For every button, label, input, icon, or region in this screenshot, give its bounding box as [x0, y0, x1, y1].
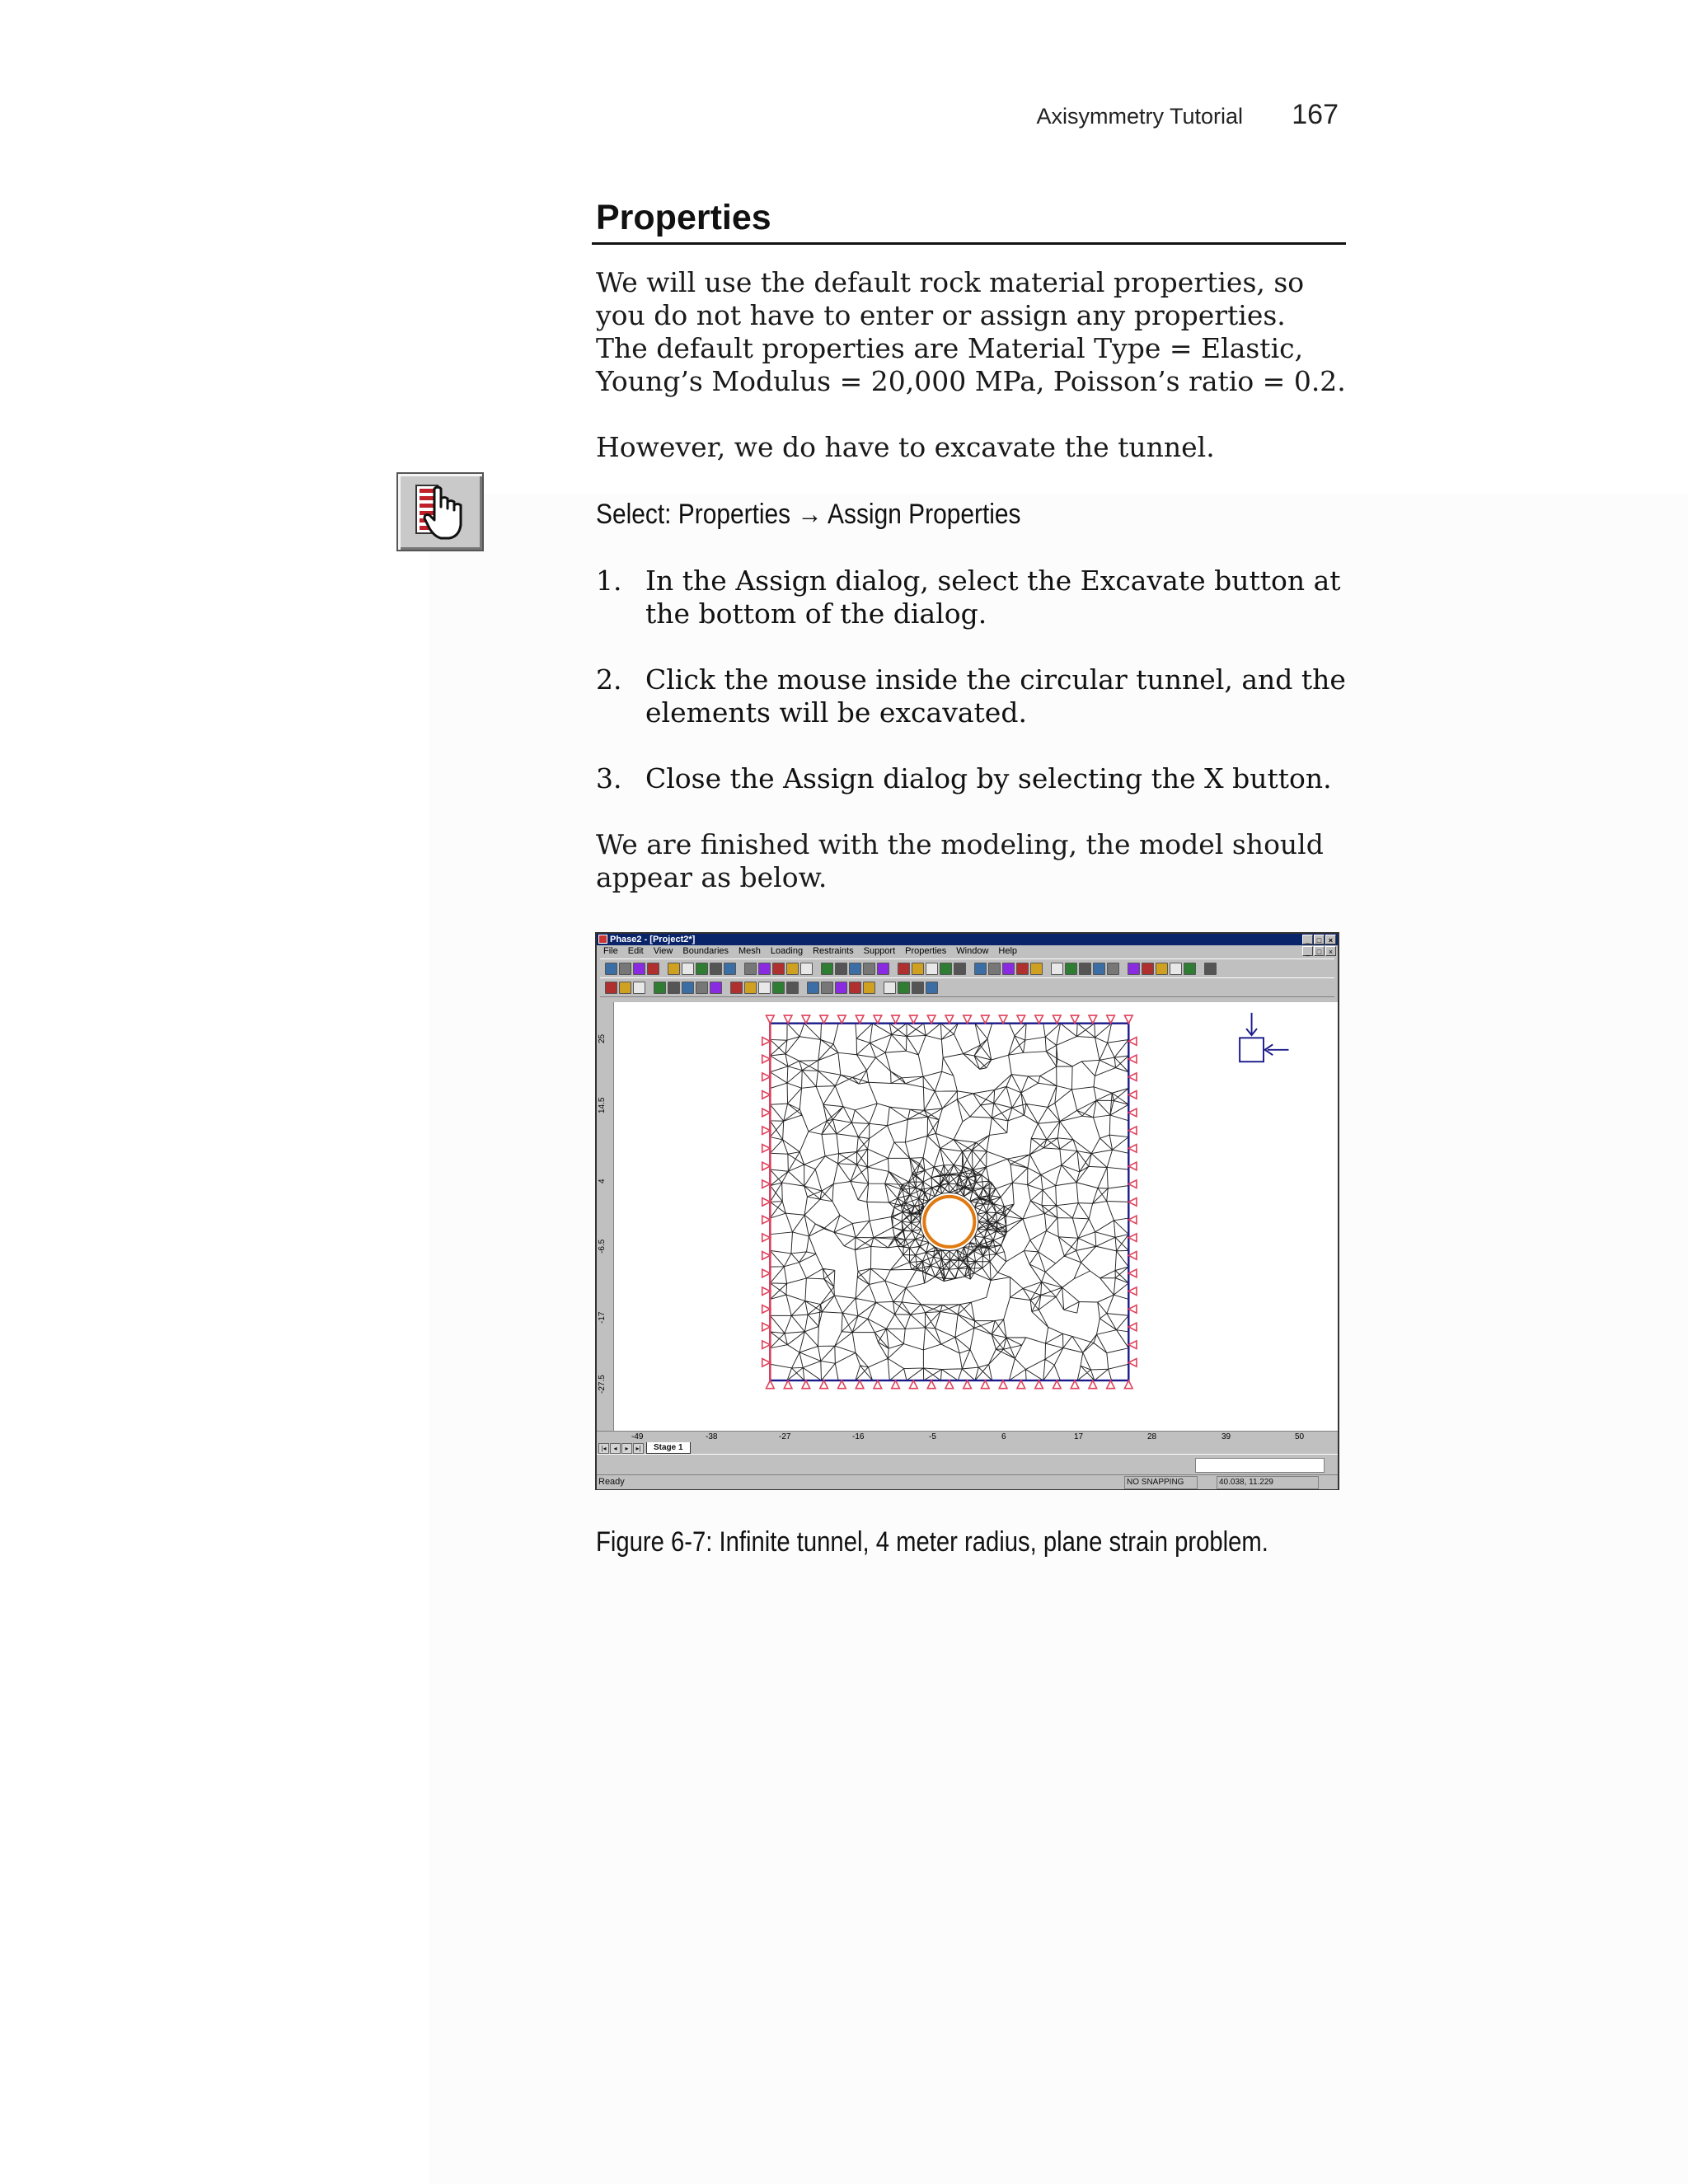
toolbar-button[interactable]: [884, 982, 896, 994]
restraint-marker: [762, 1287, 771, 1296]
restraint-marker: [1124, 1015, 1132, 1024]
restraint-marker: [982, 1015, 990, 1024]
menu-support[interactable]: Support: [863, 946, 896, 956]
toolbar-button[interactable]: [974, 963, 987, 975]
excavated-tunnel: [924, 1197, 974, 1247]
menu-window[interactable]: Window: [956, 946, 989, 956]
y-tick-label: 14.5: [598, 1097, 607, 1113]
minimize-icon[interactable]: _: [1302, 935, 1313, 944]
restraint-marker: [838, 1015, 846, 1024]
app-icon: [598, 935, 607, 944]
restraint-marker: [1128, 1305, 1137, 1314]
restraint-marker: [762, 1198, 771, 1207]
toolbar-button[interactable]: [1204, 963, 1217, 975]
toolbar-button[interactable]: [835, 982, 847, 994]
status-snapping[interactable]: NO SNAPPING: [1124, 1476, 1198, 1489]
figure-caption: Figure 6-7: Infinite tunnel, 4 meter radius, plane strain problem.: [596, 1526, 1268, 1558]
restraint-marker: [762, 1073, 771, 1081]
restraint-marker: [1035, 1380, 1043, 1389]
toolbar-button[interactable]: [898, 982, 910, 994]
restraint-marker: [762, 1216, 771, 1224]
toolbar-button[interactable]: [1016, 963, 1029, 975]
list-text: Close the Assign dialog by selecting the X button.: [645, 762, 1332, 794]
toolbar-button[interactable]: [1142, 963, 1154, 975]
toolbar-button[interactable]: [696, 982, 708, 994]
y-tick-label: 4: [598, 1179, 607, 1183]
field-stress-icon: [1240, 1038, 1264, 1062]
restraint-marker: [1053, 1015, 1062, 1024]
x-tick-label: 50: [1295, 1432, 1305, 1441]
tab-last-icon[interactable]: ▸|: [633, 1443, 644, 1454]
x-tick-label: -27: [779, 1432, 791, 1441]
window-title: Phase2 - [Project2*]: [610, 935, 696, 944]
restraint-marker: [784, 1015, 792, 1024]
toolbar-button[interactable]: [1002, 963, 1015, 975]
restraint-marker: [927, 1380, 935, 1389]
restraint-marker: [1128, 1252, 1137, 1260]
restraint-marker: [999, 1380, 1007, 1389]
restraint-marker: [1128, 1108, 1137, 1117]
restraint-marker: [910, 1380, 918, 1389]
toolbar-button[interactable]: [1093, 963, 1105, 975]
toolbar-button[interactable]: [877, 963, 889, 975]
restraint-marker: [762, 1341, 771, 1349]
select-instruction: Select: Properties → Assign Properties: [596, 499, 1021, 530]
restraint-marker: [910, 1015, 918, 1024]
page-number: 167: [1292, 99, 1339, 130]
toolbar-button[interactable]: [605, 963, 617, 975]
restraint-marker: [1128, 1341, 1137, 1349]
restraint-marker: [762, 1305, 771, 1314]
menu-edit[interactable]: Edit: [627, 946, 644, 956]
menu-mesh[interactable]: Mesh: [738, 946, 761, 956]
restraint-marker: [1128, 1162, 1137, 1170]
toolbar-button[interactable]: [758, 982, 771, 994]
list-text: In the Assign dialog, select the Excavate button at the bottom of the dialog.: [645, 565, 1341, 630]
restraint-marker: [1128, 1180, 1137, 1188]
x-tick-label: -38: [706, 1432, 718, 1441]
toolbar-button[interactable]: [786, 982, 799, 994]
toolbar-button[interactable]: [835, 963, 847, 975]
status-ready: Ready: [598, 1477, 625, 1487]
tab-stage-1[interactable]: Stage 1: [646, 1442, 691, 1454]
toolbar-button[interactable]: [849, 982, 861, 994]
toolbar-button[interactable]: [696, 963, 708, 975]
y-tick-label: -27.5: [598, 1375, 607, 1394]
list-number: 3.: [596, 762, 622, 794]
toolbar-button[interactable]: [1170, 963, 1182, 975]
toolbar-button[interactable]: [800, 963, 813, 975]
restraint-marker: [927, 1015, 935, 1024]
toolbar-button[interactable]: [940, 963, 952, 975]
x-tick-label: 28: [1147, 1432, 1157, 1441]
restraint-marker: [1089, 1380, 1097, 1389]
x-tick-label: -16: [852, 1432, 865, 1441]
toolbar-button[interactable]: [1030, 963, 1043, 975]
x-tick-label: 6: [1001, 1432, 1006, 1441]
restraint-marker: [767, 1015, 775, 1024]
restraint-marker: [945, 1015, 954, 1024]
menu-boundaries[interactable]: Boundaries: [682, 946, 729, 956]
list-number: 2.: [596, 663, 622, 696]
toolbar-button[interactable]: [849, 963, 861, 975]
restraint-marker: [892, 1015, 900, 1024]
toolbar-button[interactable]: [1079, 963, 1091, 975]
toolbar-button[interactable]: [730, 982, 743, 994]
restraint-marker: [1128, 1269, 1137, 1277]
restraint-marker: [1128, 1287, 1137, 1296]
horizontal-ruler: [597, 1431, 1338, 1443]
restraint-marker: [1017, 1015, 1025, 1024]
restraint-marker: [1107, 1015, 1115, 1024]
toolbar-button[interactable]: [821, 982, 833, 994]
restraint-marker: [762, 1252, 771, 1260]
toolbar-button[interactable]: [619, 982, 631, 994]
tab-first-icon[interactable]: |◂: [598, 1443, 609, 1454]
menu-loading[interactable]: Loading: [770, 946, 804, 956]
restraint-marker: [892, 1380, 900, 1389]
toolbar-button[interactable]: [668, 982, 680, 994]
toolbar-button[interactable]: [758, 963, 771, 975]
restraint-marker: [1071, 1380, 1079, 1389]
restraint-marker: [874, 1015, 882, 1024]
toolbar-button[interactable]: [633, 963, 645, 975]
restraint-marker: [1053, 1380, 1062, 1389]
toolbar-button[interactable]: [988, 963, 1001, 975]
toolbar-button[interactable]: [912, 982, 924, 994]
toolbar-button[interactable]: [724, 963, 736, 975]
menu-restraints[interactable]: Restraints: [813, 946, 854, 956]
info-field: [1195, 1458, 1325, 1473]
mdi-close-icon[interactable]: ×: [1325, 946, 1336, 956]
close-icon[interactable]: ×: [1325, 935, 1336, 944]
stage-tab-bar: [597, 1442, 1338, 1454]
restraint-marker: [1071, 1015, 1079, 1024]
toolbar-button[interactable]: [1107, 963, 1119, 975]
restraint-marker: [1128, 1055, 1137, 1063]
phase2-window-figure: [595, 932, 1339, 1490]
toolbar-button[interactable]: [633, 982, 645, 994]
paragraph-default-properties: We will use the default rock material properties, so you do not have to enter or assign any properties. The default properties are Material Type = Elastic, Young’s Modulus = 20,000 MPa, Poisson’s ratio = 0.2.: [596, 266, 1346, 397]
restraint-marker: [1017, 1380, 1025, 1389]
restraint-marker: [1128, 1216, 1137, 1224]
restraint-marker: [1089, 1015, 1097, 1024]
toolbar-button[interactable]: [605, 982, 617, 994]
paragraph-excavate: However, we do have to excavate the tunnel.: [596, 431, 1215, 463]
toolbar-button[interactable]: [772, 982, 785, 994]
restraint-marker: [1128, 1234, 1137, 1242]
toolbar-button[interactable]: [926, 982, 938, 994]
restraint-marker: [1128, 1359, 1137, 1367]
x-tick-label: -5: [929, 1432, 936, 1441]
restraint-marker: [762, 1359, 771, 1367]
restraint-marker: [982, 1380, 990, 1389]
restraint-marker: [802, 1015, 810, 1024]
toolbar-button[interactable]: [654, 982, 666, 994]
toolbar-button[interactable]: [710, 982, 722, 994]
maximize-icon[interactable]: □: [1314, 935, 1325, 944]
toolbar-button[interactable]: [619, 963, 631, 975]
toolbar-button[interactable]: [863, 963, 875, 975]
toolbar-button[interactable]: [807, 982, 819, 994]
toolbar-button[interactable]: [821, 963, 833, 975]
finite-element-mesh: [597, 1002, 1338, 1431]
restraint-marker: [762, 1055, 771, 1063]
restraint-marker: [1128, 1323, 1137, 1331]
restraint-marker: [1128, 1127, 1137, 1135]
restraint-marker: [767, 1380, 775, 1389]
tab-next-icon[interactable]: ▸: [621, 1443, 632, 1454]
info-bar: [597, 1454, 1338, 1475]
toolbar-button[interactable]: [912, 963, 924, 975]
section-rule: [592, 242, 1346, 245]
restraint-marker: [762, 1038, 771, 1046]
restraint-marker: [802, 1380, 810, 1389]
toolbar-button[interactable]: [863, 982, 875, 994]
restraint-marker: [945, 1380, 954, 1389]
status-coordinates: 40.038, 11.229: [1217, 1476, 1319, 1489]
restraint-marker: [762, 1323, 771, 1331]
toolbar-button[interactable]: [710, 963, 722, 975]
restraint-marker: [820, 1380, 828, 1389]
mdi-restore-icon[interactable]: □: [1314, 946, 1325, 956]
menu-properties[interactable]: Properties: [905, 946, 947, 956]
mdi-minimize-icon[interactable]: _: [1302, 946, 1313, 956]
restraint-marker: [1128, 1145, 1137, 1153]
restraint-marker: [762, 1091, 771, 1099]
restraint-marker: [1128, 1091, 1137, 1099]
restraint-marker: [820, 1015, 828, 1024]
restraint-marker: [762, 1108, 771, 1117]
restraint-marker: [1124, 1380, 1132, 1389]
toolbar-button[interactable]: [898, 963, 910, 975]
section-title: Properties: [596, 198, 771, 237]
restraint-marker: [964, 1380, 972, 1389]
menu-view[interactable]: View: [653, 946, 673, 956]
restraint-marker: [1128, 1073, 1137, 1081]
restraint-marker: [999, 1015, 1007, 1024]
toolbar-button[interactable]: [682, 982, 694, 994]
list-text: Click the mouse inside the circular tunnel, and the elements will be excavated.: [645, 663, 1346, 729]
toolbar-button[interactable]: [1065, 963, 1077, 975]
y-tick-label: -17: [598, 1311, 607, 1324]
restraint-marker: [784, 1380, 792, 1389]
restraint-marker: [1035, 1015, 1043, 1024]
restraint-marker: [762, 1234, 771, 1242]
restraint-marker: [1128, 1198, 1137, 1207]
tab-navigation: [598, 1443, 644, 1454]
restraint-marker: [838, 1380, 846, 1389]
status-bar: [597, 1474, 1338, 1489]
restraint-marker: [762, 1127, 771, 1135]
toolbar-standard: [600, 958, 1334, 978]
restraint-marker: [762, 1145, 771, 1153]
list-number: 1.: [596, 565, 622, 597]
header-title: Axisymmetry Tutorial: [1036, 104, 1243, 129]
mdi-buttons: [1302, 946, 1336, 956]
running-header: [1030, 99, 1343, 140]
assign-properties-hand-icon: [396, 472, 484, 551]
restraint-marker: [762, 1180, 771, 1188]
restraint-marker: [1107, 1380, 1115, 1389]
y-tick-label: -6.5: [598, 1239, 607, 1254]
tab-prev-icon[interactable]: ◂: [610, 1443, 621, 1454]
toolbar-button[interactable]: [1156, 963, 1168, 975]
x-tick-label: 39: [1221, 1432, 1231, 1441]
restraint-marker: [874, 1380, 882, 1389]
x-tick-label: -49: [631, 1432, 644, 1441]
toolbar-button[interactable]: [744, 963, 757, 975]
toolbar-button[interactable]: [926, 963, 938, 975]
toolbar-button[interactable]: [668, 963, 680, 975]
toolbar-button[interactable]: [1184, 963, 1196, 975]
stress-arrow-vertical: [1246, 1013, 1257, 1035]
window-titlebar: [597, 934, 1338, 945]
restraint-marker: [762, 1269, 771, 1277]
toolbar-modeling: [600, 977, 1334, 997]
x-tick-label: 17: [1074, 1432, 1084, 1441]
menu-file[interactable]: File: [603, 946, 618, 956]
toolbar-button[interactable]: [1051, 963, 1063, 975]
window-buttons: [1302, 935, 1336, 944]
stress-arrow-horizontal: [1265, 1044, 1289, 1055]
restraint-marker: [856, 1380, 864, 1389]
model-viewport[interactable]: [597, 1002, 1338, 1431]
paragraph-finished: We are finished with the modeling, the model should appear as below.: [596, 828, 1324, 893]
toolbar-button[interactable]: [682, 963, 694, 975]
toolbar-button[interactable]: [786, 963, 799, 975]
restraint-marker: [762, 1162, 771, 1170]
menu-bar: [597, 945, 1338, 957]
restraint-marker: [964, 1015, 972, 1024]
restraint-marker: [1128, 1038, 1137, 1046]
toolbar-button[interactable]: [744, 982, 757, 994]
toolbar-button[interactable]: [772, 963, 785, 975]
menu-help[interactable]: Help: [998, 946, 1018, 956]
y-tick-label: 25: [598, 1033, 607, 1043]
toolbar-button[interactable]: [647, 963, 659, 975]
toolbar-button[interactable]: [1128, 963, 1140, 975]
restraint-marker: [856, 1015, 864, 1024]
toolbar-button[interactable]: [954, 963, 966, 975]
